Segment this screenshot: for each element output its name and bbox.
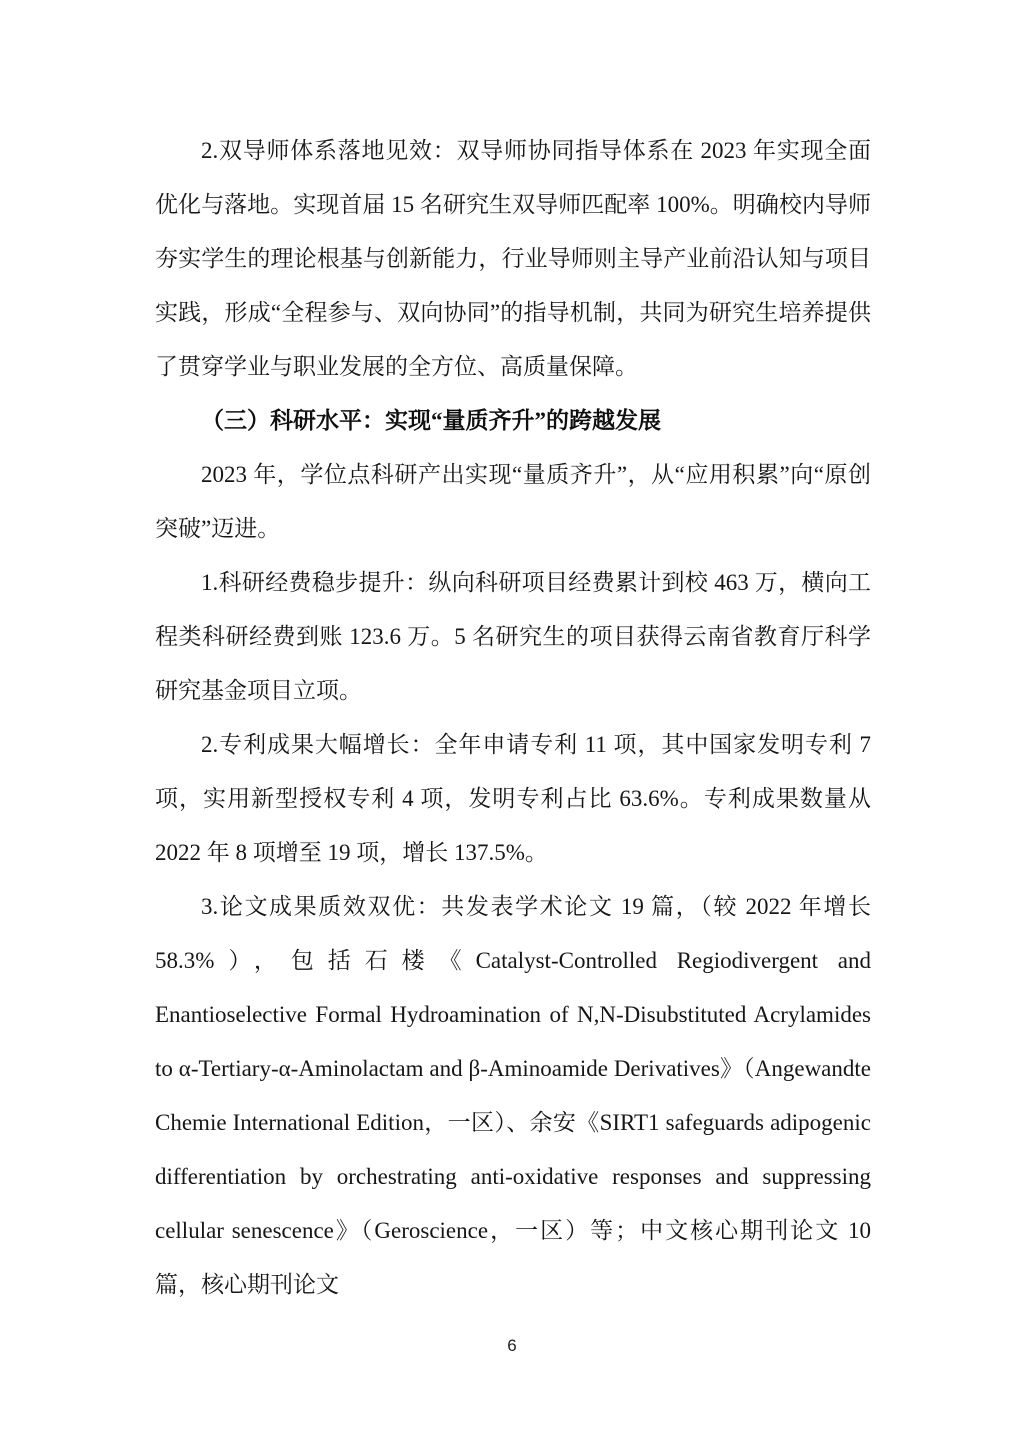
page-footer [0, 1336, 1024, 1356]
para-patent-growth: 2.专利成果大幅增长：全年申请专利 11 项，其中国家发明专利 7 项，实用新型授权专利 4 项，发明专利占比 63.6%。专利成果数量从 2022 年 8 项增至 19 项，增长 137.5%。 [155, 732, 871, 865]
document-body [155, 124, 871, 1312]
heading-research-level: （三）科研水平：实现“量质齐升”的跨越发展 [201, 408, 661, 433]
para-research-overview: 2023 年，学位点科研产出实现“量质齐升”，从“应用积累”向“原创突破”迈进。 [155, 462, 871, 541]
para-research-funding: 1.科研经费稳步提升：纵向科研项目经费累计到校 463 万，横向工程类科研经费到账 123.6 万。5 名研究生的项目获得云南省教育厅科学研究基金项目立项。 [155, 570, 871, 703]
para-paper-output: 3.论文成果质效双优：共发表学术论文 19 篇，（较 2022 年增长 58.3%），包括石楼《Catalyst-Controlled Regiodivergent and Enantioselective Formal Hydroamination of N,N-Disubstituted Acrylamides to α-Tertiary-α-Aminolactam and β-Aminoamide Derivatives》（Angewandte Chemie International Edition，一区）、余安《SIRT1 safeguards adipogenic differentiation by orchestrating anti-oxidative responses and suppressing cellular senescence》（Geroscience，一区）等；中文核心期刊论文 10 篇，核心期刊论文 [155, 894, 871, 1297]
page-number: 6 [507, 1336, 517, 1355]
para-dual-mentor-system: 2.双导师体系落地见效：双导师协同指导体系在 2023 年实现全面优化与落地。实现首届 15 名研究生双导师匹配率 100%。明确校内导师夯实学生的理论根基与创新能力，行业导师则主导产业前沿认知与项目实践，形成“全程参与、双向协同”的指导机制，共同为研究生培养提供了贯穿学业与职业发展的全方位、高质量保障。 [155, 138, 871, 379]
